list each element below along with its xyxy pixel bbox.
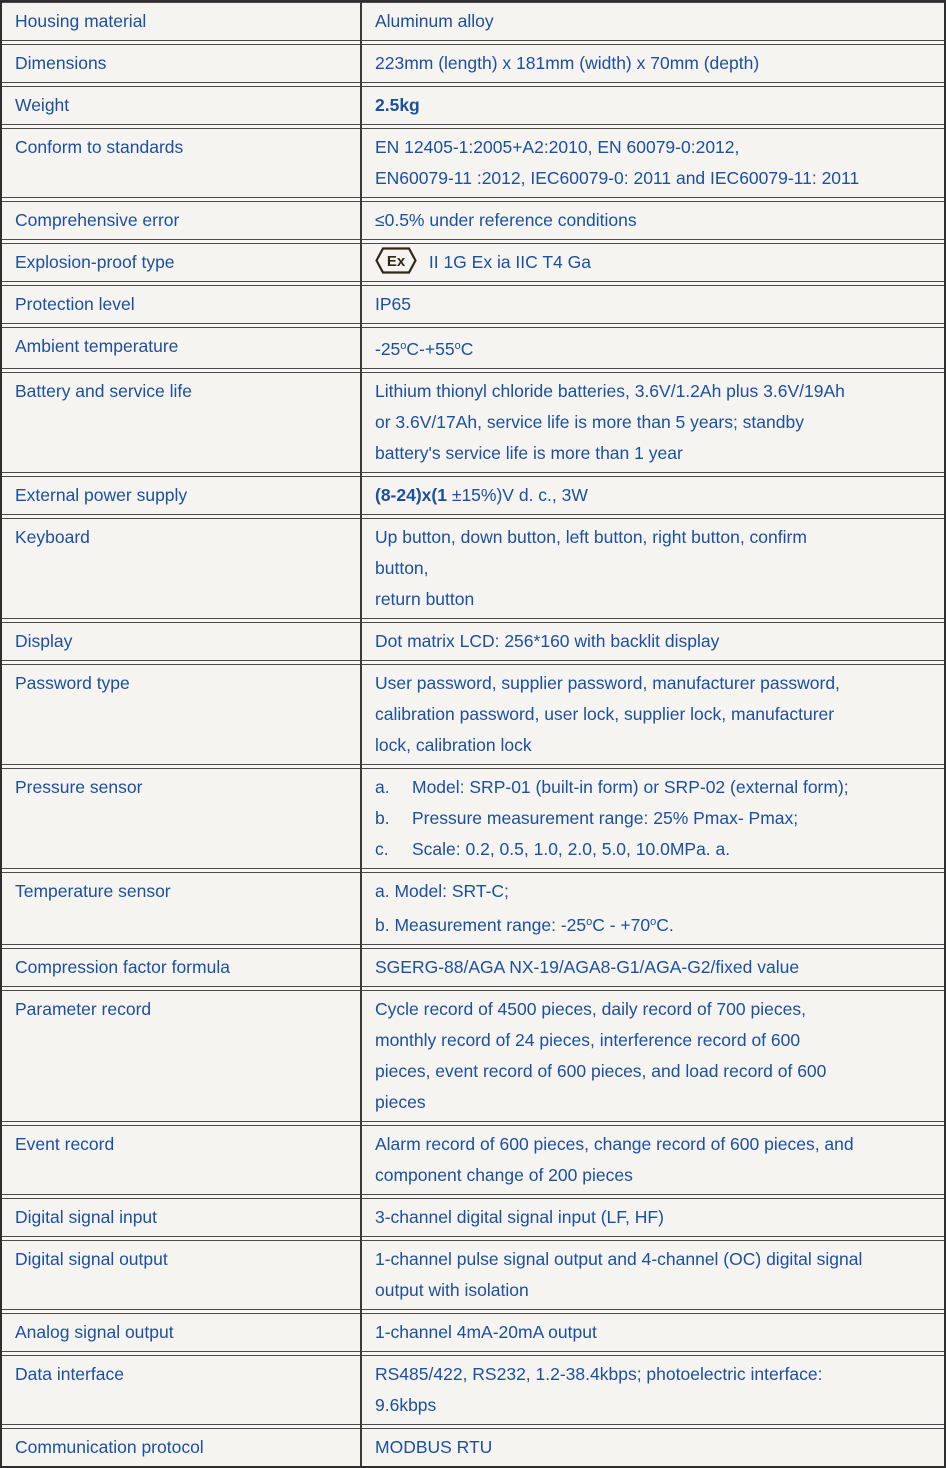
table-row bbox=[2, 128, 944, 198]
value-line bbox=[375, 522, 934, 553]
value-line bbox=[375, 289, 934, 320]
row-value bbox=[360, 45, 944, 82]
value-text: 2.5kg bbox=[375, 95, 420, 115]
row-value bbox=[360, 1241, 944, 1309]
row-label: Keyboard bbox=[15, 527, 90, 547]
row-value bbox=[360, 87, 944, 124]
row-label: Battery and service life bbox=[15, 381, 193, 401]
value-text: ±15%)V d. c., 3W bbox=[446, 485, 588, 505]
value-line bbox=[375, 1317, 934, 1348]
row-value bbox=[360, 1429, 944, 1466]
value-text: 9.6kbps bbox=[375, 1395, 437, 1415]
column-divider bbox=[360, 2, 362, 1466]
value-line bbox=[375, 438, 934, 469]
value-text: (8-24)x(1 bbox=[375, 485, 447, 505]
value-text: RS485/422, RS232, 1.2-38.4kbps; photoelectric interface: bbox=[375, 1364, 823, 1384]
value-text: Up button, down button, left button, right button, confirm bbox=[375, 527, 807, 547]
row-label: External power supply bbox=[15, 485, 188, 505]
table-row bbox=[2, 1240, 944, 1310]
value-text: Cycle record of 4500 pieces, daily record of 700 pieces, bbox=[375, 999, 806, 1019]
row-label: Protection level bbox=[15, 294, 135, 314]
row-value bbox=[360, 1356, 944, 1424]
value-text: -25 bbox=[375, 339, 401, 359]
row-value bbox=[360, 623, 944, 660]
value-line bbox=[375, 1056, 934, 1087]
table-row bbox=[2, 1428, 944, 1466]
value-line bbox=[375, 772, 934, 803]
row-value bbox=[360, 949, 944, 986]
row-label: Pressure sensor bbox=[15, 777, 143, 797]
row-label: Digital signal input bbox=[15, 1207, 158, 1227]
value-text: C bbox=[460, 339, 474, 359]
value-line bbox=[375, 1202, 934, 1233]
value-text: EN 12405-1:2005+A2:2010, EN 60079-0:2012, bbox=[375, 137, 740, 157]
row-value bbox=[360, 3, 944, 40]
value-line bbox=[375, 952, 934, 983]
row-label: Display bbox=[15, 631, 73, 651]
value-text: Alarm record of 600 pieces, change record of 600 pieces, and bbox=[375, 1134, 854, 1154]
row-value bbox=[360, 991, 944, 1121]
value-text: 3-channel digital signal input (LF, HF) bbox=[375, 1207, 664, 1227]
value-text: Aluminum alloy bbox=[375, 11, 494, 31]
value-text: ≤0.5% under reference conditions bbox=[375, 210, 637, 230]
value-text: return button bbox=[375, 589, 475, 609]
value-text: Pressure measurement range: 25% Pmax- Pmax; bbox=[412, 808, 799, 828]
table-row bbox=[2, 327, 944, 369]
row-value bbox=[360, 1199, 944, 1236]
table-row bbox=[2, 948, 944, 987]
value-line bbox=[375, 205, 934, 236]
value-text: C - +70 bbox=[592, 915, 651, 935]
row-value bbox=[360, 769, 944, 868]
table-row bbox=[2, 2, 944, 41]
value-text: o bbox=[650, 916, 657, 928]
value-text: Scale: 0.2, 0.5, 1.0, 2.0, 5.0, 10.0MPa. a. bbox=[412, 839, 731, 859]
value-line bbox=[375, 90, 934, 121]
row-value bbox=[360, 1126, 944, 1194]
value-line bbox=[375, 1244, 934, 1275]
value-line bbox=[375, 407, 934, 438]
list-marker: c. bbox=[375, 839, 389, 859]
row-label: Housing material bbox=[15, 11, 147, 31]
value-text: IP65 bbox=[375, 294, 411, 314]
list-marker: a. bbox=[375, 777, 390, 797]
value-text: a. Model: SRT-C; bbox=[375, 881, 509, 901]
table-row bbox=[2, 1313, 944, 1352]
row-value bbox=[360, 373, 944, 472]
value-text: User password, supplier password, manufacturer password, bbox=[375, 673, 840, 693]
table-row bbox=[2, 622, 944, 661]
value-text: o bbox=[586, 916, 593, 928]
value-line bbox=[375, 1390, 934, 1421]
value-text: 1-channel pulse signal output and 4-channel (OC) digital signal bbox=[375, 1249, 863, 1269]
ex-hexagon-icon bbox=[375, 247, 417, 274]
row-label: Password type bbox=[15, 673, 130, 693]
value-line bbox=[375, 1087, 934, 1118]
value-line bbox=[375, 584, 934, 615]
row-label: Weight bbox=[15, 95, 70, 115]
value-line bbox=[375, 1025, 934, 1056]
row-label: Parameter record bbox=[15, 999, 152, 1019]
table-row bbox=[2, 1125, 944, 1195]
value-line bbox=[375, 1432, 934, 1463]
row-label: Event record bbox=[15, 1134, 115, 1154]
row-value bbox=[360, 129, 944, 197]
row-label: Digital signal output bbox=[15, 1249, 168, 1269]
value-line bbox=[375, 1160, 934, 1191]
value-text: battery's service life is more than 1 year bbox=[375, 443, 683, 463]
value-line bbox=[375, 730, 934, 761]
value-text: component change of 200 pieces bbox=[375, 1165, 633, 1185]
table-row bbox=[2, 476, 944, 515]
table-row bbox=[2, 44, 944, 83]
value-line bbox=[375, 6, 934, 37]
table-row bbox=[2, 1355, 944, 1425]
row-value bbox=[360, 477, 944, 514]
value-text: C. bbox=[656, 915, 674, 935]
value-text: o bbox=[454, 340, 461, 352]
value-line bbox=[375, 163, 934, 194]
table-row bbox=[2, 768, 944, 869]
value-text: button, bbox=[375, 558, 429, 578]
row-label: Communication protocol bbox=[15, 1437, 204, 1457]
value-text: C-+55 bbox=[406, 339, 455, 359]
value-line bbox=[375, 834, 934, 865]
value-text: o bbox=[400, 340, 407, 352]
value-text: Dot matrix LCD: 256*160 with backlit display bbox=[375, 631, 720, 651]
row-label: Compression factor formula bbox=[15, 957, 230, 977]
table-row bbox=[2, 285, 944, 324]
list-marker: b. bbox=[375, 808, 390, 828]
value-text: 223mm (length) x 181mm (width) x 70mm (depth) bbox=[375, 53, 760, 73]
row-label: Dimensions bbox=[15, 53, 107, 73]
value-text: EN60079-11 :2012, IEC60079-0: 2011 and IEC60079-11: 2011 bbox=[375, 168, 860, 188]
table-row bbox=[2, 1198, 944, 1237]
row-value bbox=[360, 328, 944, 368]
value-text: lock, calibration lock bbox=[375, 735, 532, 755]
value-line bbox=[375, 1129, 934, 1160]
value-line bbox=[375, 331, 934, 365]
value-text: SGERG-88/AGA NX-19/AGA8-G1/AGA-G2/fixed value bbox=[375, 957, 800, 977]
value-text: II 1G Ex ia IIC T4 Ga bbox=[424, 252, 591, 272]
value-text: MODBUS RTU bbox=[375, 1437, 493, 1457]
value-line bbox=[375, 132, 934, 163]
value-text: monthly record of 24 pieces, interference record of 600 bbox=[375, 1030, 801, 1050]
table-row bbox=[2, 86, 944, 125]
value-text: calibration password, user lock, supplier lock, manufacturer bbox=[375, 704, 835, 724]
value-text: 1-channel 4mA-20mA output bbox=[375, 1322, 597, 1342]
value-text: b. Measurement range: -25 bbox=[375, 915, 587, 935]
row-value bbox=[360, 244, 944, 281]
table-row bbox=[2, 372, 944, 473]
value-line bbox=[375, 1275, 934, 1306]
value-text: output with isolation bbox=[375, 1280, 529, 1300]
table-row bbox=[2, 872, 944, 945]
row-label: Data interface bbox=[15, 1364, 124, 1384]
row-label: Comprehensive error bbox=[15, 210, 180, 230]
table-row bbox=[2, 243, 944, 282]
row-label: Analog signal output bbox=[15, 1322, 174, 1342]
row-value bbox=[360, 286, 944, 323]
value-line bbox=[375, 907, 934, 941]
table-row bbox=[2, 990, 944, 1122]
value-line bbox=[375, 626, 934, 657]
value-line bbox=[375, 48, 934, 79]
row-value bbox=[360, 665, 944, 764]
value-text: pieces bbox=[375, 1092, 426, 1112]
table-row bbox=[2, 518, 944, 619]
value-line bbox=[375, 376, 934, 407]
value-line bbox=[375, 876, 934, 907]
value-text: or 3.6V/17Ah, service life is more than 5 years; standby bbox=[375, 412, 804, 432]
row-label: Ambient temperature bbox=[15, 336, 179, 356]
row-label: Conform to standards bbox=[15, 137, 184, 157]
value-line bbox=[375, 803, 934, 834]
row-value bbox=[360, 519, 944, 618]
value-text: Model: SRP-01 (built-in form) or SRP-02 (external form); bbox=[412, 777, 849, 797]
table-row bbox=[2, 664, 944, 765]
row-value bbox=[360, 873, 944, 944]
value-line bbox=[375, 668, 934, 699]
value-line bbox=[375, 994, 934, 1025]
row-value bbox=[360, 202, 944, 239]
value-text: pieces, event record of 600 pieces, and load record of 600 bbox=[375, 1061, 827, 1081]
value-text: Lithium thionyl chloride batteries, 3.6V/1.2Ah plus 3.6V/19Ah bbox=[375, 381, 845, 401]
ex-icon-label: Ex bbox=[386, 253, 406, 270]
value-line bbox=[375, 480, 934, 511]
row-value bbox=[360, 1314, 944, 1351]
value-line bbox=[375, 1359, 934, 1390]
value-line bbox=[375, 553, 934, 584]
row-label: Explosion-proof type bbox=[15, 252, 175, 272]
value-line bbox=[375, 247, 934, 278]
row-label: Temperature sensor bbox=[15, 881, 171, 901]
value-line bbox=[375, 699, 934, 730]
table-row bbox=[2, 201, 944, 240]
